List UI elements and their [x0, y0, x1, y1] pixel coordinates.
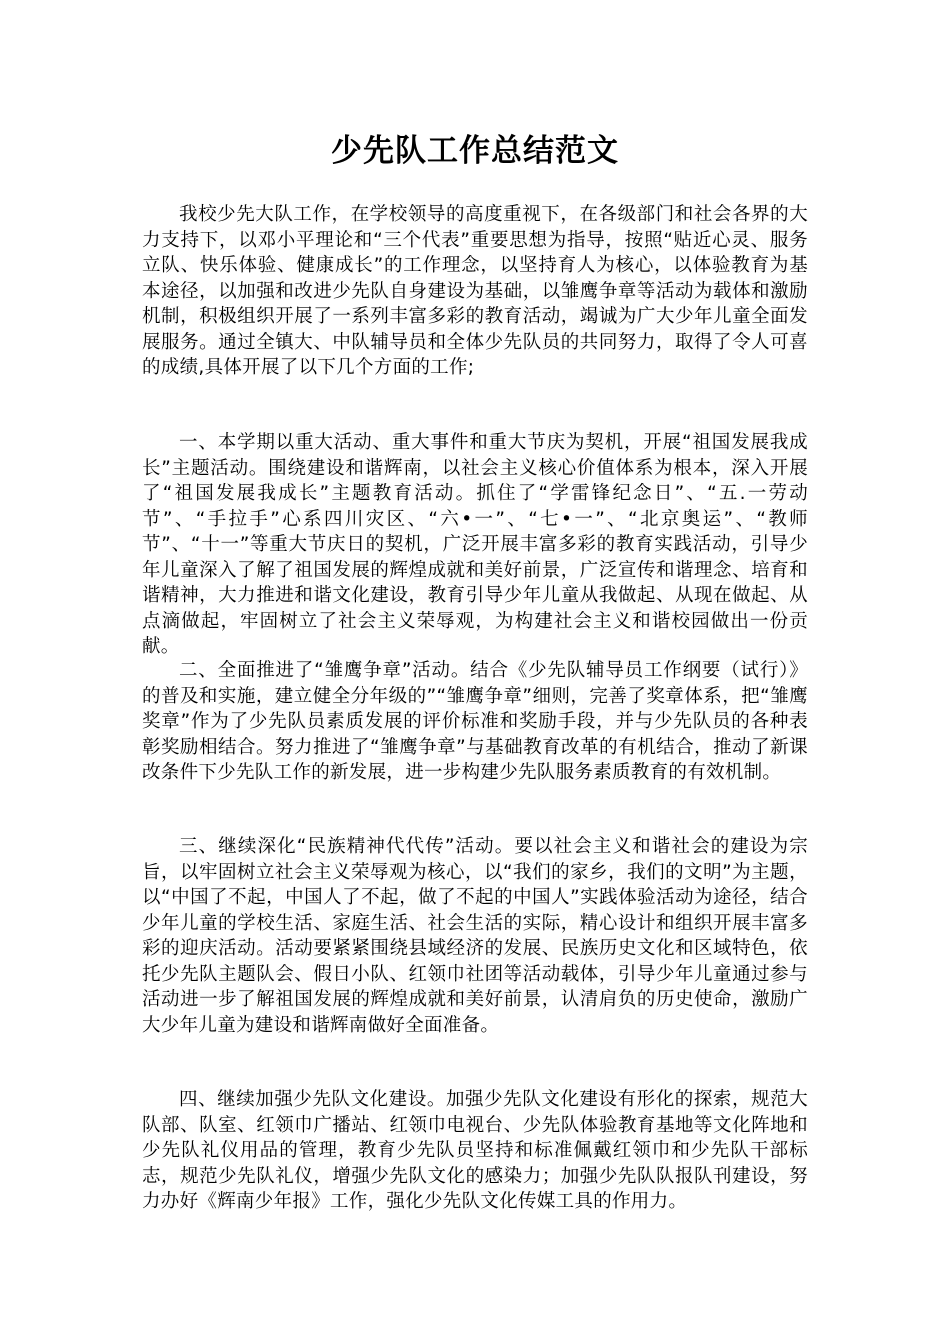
- paragraph-intro: 我校少先大队工作，在学校领导的高度重视下，在各级部门和社会各界的大力支持下，以邓小平理论和“三个代表”重要思想为指导，按照“贴近心灵、服务立队、快乐体验、健康成长”的工作理念，以坚持育人为核心，以体验教育为基本途径，以加强和改进少先队自身建设为基础，以雏鹰争章等活动为载体和激励机制，积极组织开展了一系列丰富多彩的教育活动，竭诚为广大少年儿童全面发展服务。通过全镇大、中队辅导员和全体少先队员的共同努力，取得了令人可喜的成绩,具体开展了以下几个方面的工作;: [142, 204, 808, 378]
- paragraph-section-3: 三、继续深化“民族精神代代传”活动。要以社会主义和谐社会的建设为宗旨，以牢固树立社会主义荣辱观为核心，以“我们的家乡，我们的文明”为主题，以“中国了不起，中国人了不起，做了不起的中国人”实践体验活动为途径，结合少年儿童的学校生活、家庭生活、社会生活的实际，精心设计和组织开展丰富多彩的迎庆活动。活动要紧紧围绕县域经济的发展、民族历史文化和区域特色，依托少先队主题队会、假日小队、红领巾社团等活动载体，引导少年儿童通过参与活动进一步了解祖国发展的辉煌成就和美好前景，认清肩负的历史使命，激励广大少年儿童为建设和谐辉南做好全面准备。: [142, 836, 808, 1036]
- document-title: 少先队工作总结范文: [331, 133, 619, 169]
- paragraph-section-1: 一、本学期以重大活动、重大事件和重大节庆为契机，开展“祖国发展我成长”主题活动。围绕建设和谐辉南，以社会主义核心价值体系为根本，深入开展了“祖国发展我成长”主题教育活动。抓住了“学雷锋纪念日”、“五.一劳动节”、“手拉手”心系四川灾区、“六•一”、“七•一”、“北京奥运”、“教师节”、“十一”等重大节庆日的契机，广泛开展丰富多彩的教育实践活动，引导少年儿童深入了解了祖国发展的辉煌成就和美好前景，广泛宣传和谐理念、培育和谐精神，大力推进和谐文化建设，教育引导少年儿童从我做起、从现在做起、从点滴做起，牢固树立了社会主义荣辱观，为构建社会主义和谐校园做出一份贡献。: [142, 432, 808, 657]
- paragraph-section-4: 四、继续加强少先队文化建设。加强少先队文化建设有形化的探索，规范大队部、队室、红领巾广播站、红领巾电视台、少先队体验教育基地等文化阵地和少先队礼仪用品的管理，教育少先队员坚持和标准佩戴红领巾和少先队干部标志，规范少先队礼仪，增强少先队文化的感染力；加强少先队队报队刊建设，努力办好《辉南少年报》工作，强化少先队文化传媒工具的作用力。: [142, 1089, 808, 1212]
- paragraph-section-2: 二、全面推进了“雏鹰争章”活动。结合《少先队辅导员工作纲要（试行）》的普及和实施，建立健全分年级的”“雏鹰争章”细则，完善了奖章体系，把“雏鹰奖章”作为了少先队员素质发展的评价标准和奖励手段，并与少先队员的各种表彰奖励相结合。努力推进了“雏鹰争章”与基础教育改革的有机结合，推动了新课改条件下少先队工作的新发展，进一步构建少先队服务素质教育的有效机制。: [142, 660, 808, 783]
